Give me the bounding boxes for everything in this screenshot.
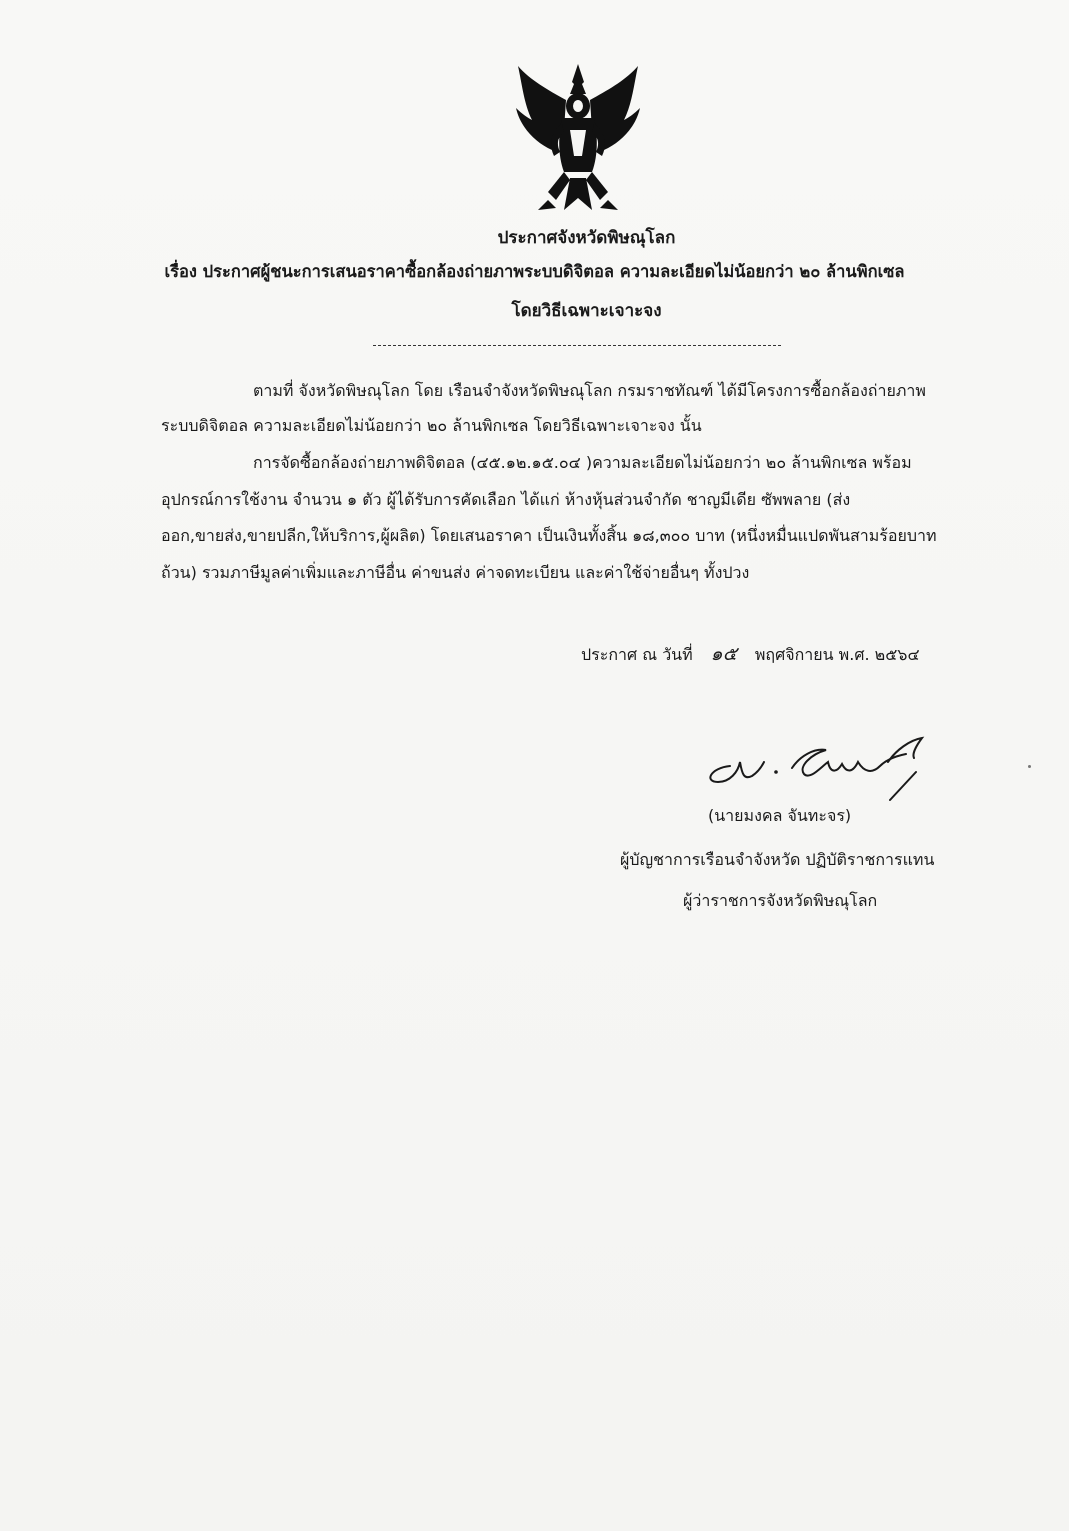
handwritten-signature: [700, 732, 940, 812]
date-month-year: พฤศจิกายน พ.ศ. ๒๕๖๔: [754, 645, 920, 664]
handwritten-day: ๑๕: [710, 643, 737, 665]
signatory-position: ผู้บัญชาการเรือนจำจังหวัด ปฏิบัติราชการแทน: [620, 850, 935, 869]
title-divider: [373, 345, 781, 346]
paragraph2-line3: ออก,ขายส่ง,ขายปลีก,ให้บริการ,ผู้ผลิต) โดยเสนอราคา เป็นเงินทั้งสิ้น ๑๘,๓๐๐ บาท (หนึ่งหมื่นแปดพันสามร้อยบาท: [161, 526, 937, 545]
garuda-emblem-icon: [508, 60, 648, 220]
announcement-date: [581, 644, 920, 665]
paragraph1-line1: ตามที่ จังหวัดพิษณุโลก โดย เรือนจำจังหวัดพิษณุโลก กรมราชทัณฑ์ ได้มีโครงการซื้อกล้องถ่ายภาพ: [253, 381, 926, 400]
scan-speck: [1028, 765, 1031, 768]
signatory-on-behalf-of: ผู้ว่าราชการจังหวัดพิษณุโลก: [683, 891, 878, 910]
paragraph2-line2: อุปกรณ์การใช้งาน จำนวน ๑ ตัว ผู้ได้รับการคัดเลือก ได้แก่ ห้างหุ้นส่วนจำกัด ชาญมีเดีย ซัพพลาย (ส่ง: [161, 490, 851, 509]
procurement-method: โดยวิธีเฉพาะเจาะจง: [511, 301, 662, 321]
paragraph2-line1: การจัดซื้อกล้องถ่ายภาพดิจิตอล (๔๕.๑๒.๑๕.๐๔ )ความละเอียดไม่น้อยกว่า ๒๐ ล้านพิกเซล พร้อม: [253, 453, 912, 472]
issuer-title: ประกาศจังหวัดพิษณุโลก: [497, 228, 676, 248]
paragraph1-line2: ระบบดิจิตอล ความละเอียดไม่น้อยกว่า ๒๐ ล้านพิกเซล โดยวิธีเฉพาะเจาะจง นั้น: [161, 416, 702, 435]
signatory-name: (นายมงคล จันทะจร): [708, 806, 852, 825]
date-prefix: ประกาศ ณ วันที่: [581, 645, 693, 664]
paragraph2-line4: ถ้วน) รวมภาษีมูลค่าเพิ่มและภาษีอื่น ค่าขนส่ง ค่าจดทะเบียน และค่าใช้จ่ายอื่นๆ ทั้งปวง: [161, 563, 750, 582]
subject-line: เรื่อง ประกาศผู้ชนะการเสนอราคาซื้อกล้องถ่ายภาพระบบดิจิตอล ความละเอียดไม่น้อยกว่า ๒๐ ล้านพิกเซล: [164, 262, 905, 281]
